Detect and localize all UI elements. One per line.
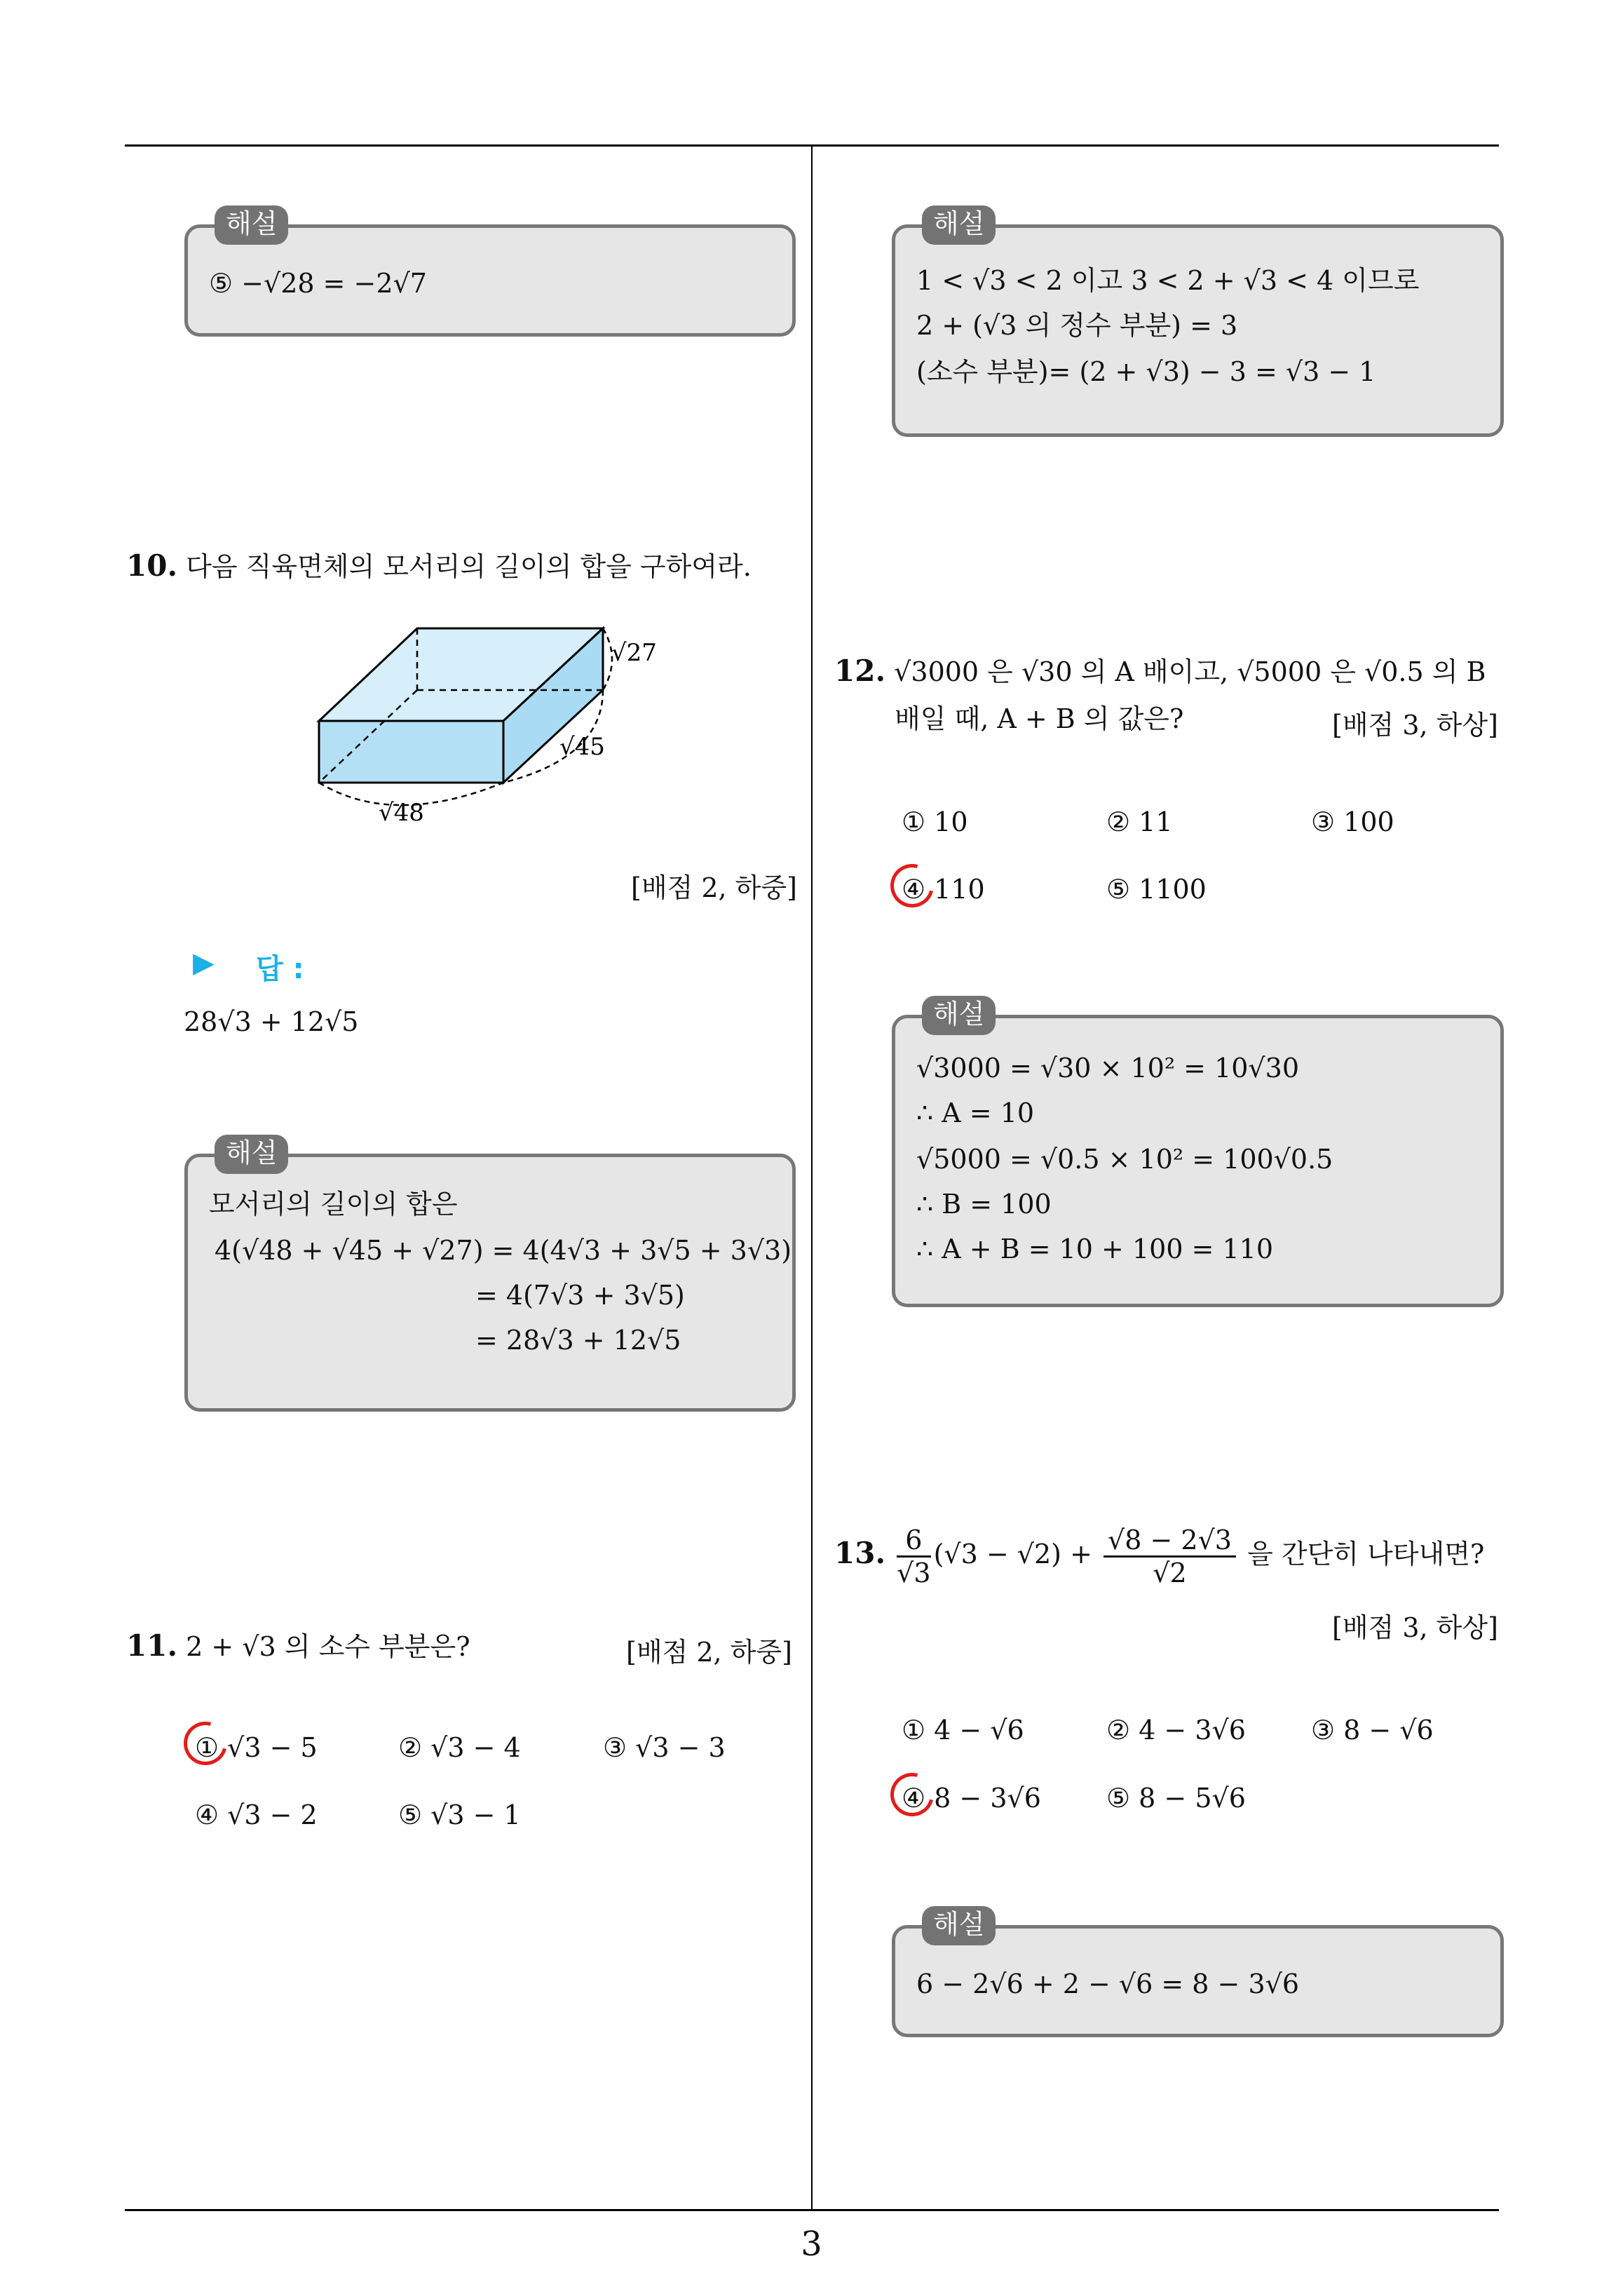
points-q13: [배점 3, 하상] (1332, 1612, 1498, 1643)
fraction-numerator: √8 − 2√3 (1103, 1525, 1236, 1558)
solution-line: = 4(7√3 + 3√5) (475, 1280, 685, 1311)
choice-1[interactable]: ① √3 − 5 (195, 1732, 318, 1763)
solution-line: 모서리의 길이의 합은 (209, 1189, 458, 1220)
dim-label-48: √48 (379, 799, 424, 827)
question-text: 2 + √3 의 소수 부분은? (186, 1631, 470, 1662)
choice-5[interactable]: ⑤ 1100 (1106, 874, 1207, 905)
solution-tag: 해설 (922, 996, 996, 1035)
solution-line: 1 < √3 < 2 이고 3 < 2 + √3 < 4 이므로 (916, 265, 1420, 296)
choice-3[interactable]: ③ 8 − √6 (1311, 1715, 1434, 1745)
column-divider (811, 144, 813, 2210)
answer-label: 답 : (256, 953, 304, 985)
question-number: 12. (834, 654, 886, 688)
choice-2[interactable]: ② 4 − 3√6 (1106, 1715, 1246, 1745)
cuboid-figure (308, 617, 701, 828)
points-q10: [배점 2, 하중] (631, 872, 797, 903)
solution-line: 2 + (√3 의 정수 부분) = 3 (916, 310, 1238, 341)
solution-line: (소수 부분)= (2 + √3) − 3 = √3 − 1 (916, 356, 1376, 387)
choice-4[interactable]: ④ √3 − 2 (195, 1799, 318, 1830)
solution-tag: 해설 (215, 205, 288, 245)
solution-box-q13 (892, 1909, 1504, 2037)
choice-2[interactable]: ② 11 (1106, 806, 1173, 837)
question-10 (126, 547, 752, 586)
solution-box-q9 (184, 208, 796, 337)
expression-middle: (√3 − √2) + (933, 1539, 1092, 1569)
answer-value: 28√3 + 12√5 (184, 1006, 359, 1037)
points-q11: [배점 2, 하중] (626, 1637, 792, 1668)
choice-2[interactable]: ② √3 − 4 (398, 1732, 521, 1763)
solution-line: 6 − 2√6 + 2 − √6 = 8 − 3√6 (916, 1969, 1300, 1999)
fraction-numerator: 6 (897, 1525, 930, 1558)
question-number: 11. (126, 1628, 178, 1663)
choice-4[interactable]: ④ 8 − 3√6 (902, 1783, 1041, 1814)
dim-label-27: √27 (611, 639, 657, 667)
choice-3[interactable]: ③ √3 − 3 (603, 1732, 726, 1763)
answer-arrow-icon: ▶ (193, 947, 215, 979)
points-q12: [배점 3, 하상] (1332, 710, 1498, 741)
question-number: 10. (126, 548, 178, 583)
solution-tag: 해설 (922, 1906, 996, 1945)
selected-answer-circle (883, 856, 942, 916)
fraction-denominator: √3 (897, 1558, 931, 1588)
question-number: 13. (834, 1536, 886, 1570)
selected-answer-circle (883, 1765, 942, 1825)
question-12 (834, 652, 1486, 691)
solution-line: √3000 = √30 × 10² = 10√30 (916, 1053, 1299, 1083)
choice-5[interactable]: ⑤ 8 − 5√6 (1106, 1783, 1246, 1814)
solution-box-q11 (892, 208, 1504, 437)
solution-box-q12 (892, 999, 1504, 1307)
solution-line: ⑤ −√28 = −2√7 (209, 268, 427, 299)
choice-4[interactable]: ④ 110 (902, 874, 985, 905)
solution-line: ∴ A = 10 (916, 1098, 1035, 1128)
question-text: 을 간단히 나타내면? (1247, 1539, 1485, 1569)
solution-tag: 해설 (922, 205, 996, 245)
fraction-2 (1103, 1525, 1236, 1588)
solution-tag: 해설 (215, 1135, 288, 1174)
choice-1[interactable]: ① 4 − √6 (902, 1715, 1024, 1745)
fraction-1 (897, 1525, 930, 1588)
choice-3[interactable]: ③ 100 (1311, 806, 1394, 837)
solution-line: ∴ A + B = 10 + 100 = 110 (916, 1234, 1274, 1264)
selected-answer-circle (176, 1714, 236, 1774)
solution-line: ∴ B = 100 (916, 1189, 1052, 1220)
solution-box-q10 (184, 1137, 796, 1412)
question-11 (126, 1627, 470, 1666)
solution-line: = 28√3 + 12√5 (475, 1325, 681, 1356)
solution-line: √5000 = √0.5 × 10² = 100√0.5 (916, 1144, 1333, 1175)
dim-label-45: √45 (559, 733, 605, 761)
choice-1[interactable]: ① 10 (902, 806, 968, 837)
choice-5[interactable]: ⑤ √3 − 1 (398, 1799, 521, 1830)
question-12-line2: 배일 때, A + B 의 값은? (895, 703, 1184, 734)
bottom-rule (125, 2209, 1499, 2211)
question-text: √3000 은 √30 의 A 배이고, √5000 은 √0.5 의 B (894, 656, 1486, 687)
page-number: 3 (801, 2224, 822, 2264)
fraction-denominator: √2 (1153, 1558, 1187, 1588)
solution-line: 4(√48 + √45 + √27) = 4(4√3 + 3√5 + 3√3) (215, 1235, 792, 1266)
question-13 (834, 1522, 1484, 1588)
question-text: 다음 직육면체의 모서리의 길이의 합을 구하여라. (186, 551, 752, 582)
